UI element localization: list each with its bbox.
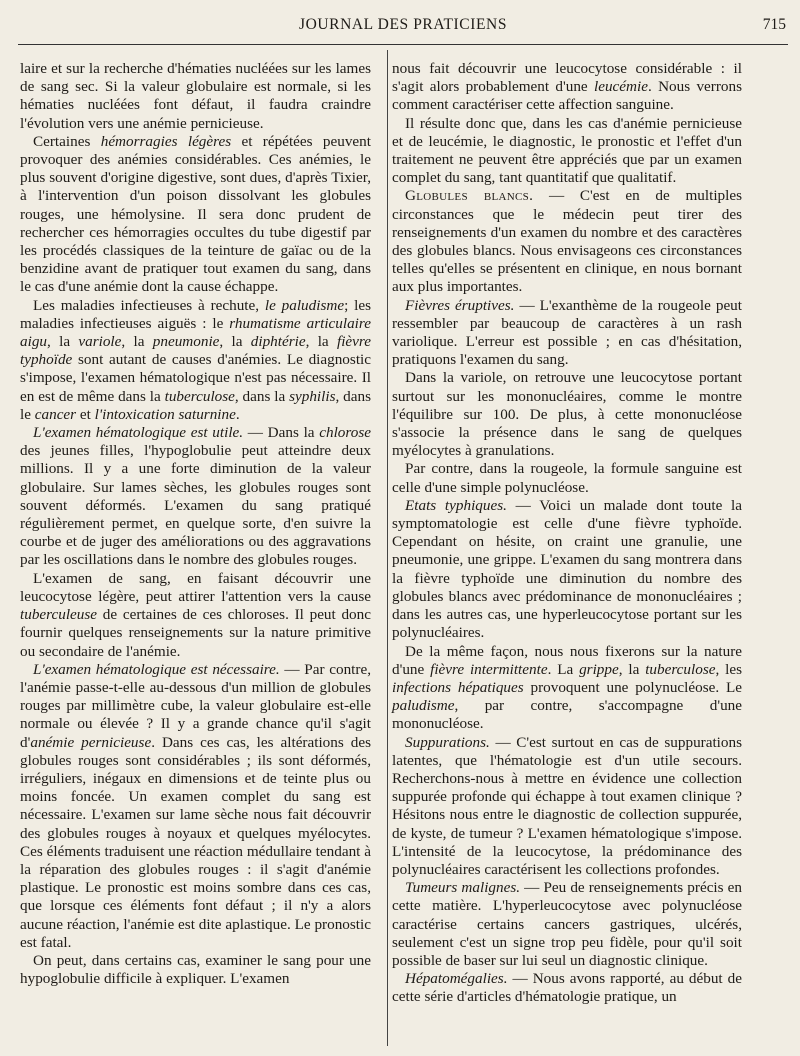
text-span: , la	[219, 333, 251, 351]
paragraph	[20, 60, 371, 133]
paragraph	[392, 734, 742, 880]
text-span: . Nous verrons comment caractériser cette affection sanguine.	[392, 78, 742, 114]
text-span: , dans le	[20, 387, 371, 423]
text-span: .	[235, 405, 240, 423]
paragraph	[392, 369, 742, 460]
text-span: — Peu de renseignements précis en cette matière. L'hyperleucocytose avec polynucléose caractérise certains cancers gastriques, ulcérés, seulement c'est un signe trop peu fidèle, pour qu'il soit possible de baser sur lui seul un diagnostic clinique.	[392, 879, 742, 969]
italic-term: rhumatisme articulaire aigu	[20, 314, 371, 351]
italic-term: anémie pernicieuse	[30, 733, 152, 751]
section-heading: Etats typhiques.	[405, 496, 507, 514]
italic-term: leucémie	[593, 78, 648, 96]
text-span: Les maladies infectieuses à rechute,	[33, 296, 265, 314]
text-span: , la	[618, 660, 646, 678]
text-span: . Dans ces cas, les altérations des globules rouges sont considérables ; ils sont déformés, irréguliers, inégaux en dimensions et de teinte plus ou moins foncée. Un examen complet du sang est nécessaire. L'examen sur lame sèche nous fait découvrir des globules rouges à noyaux et quelques myélocytes. Ces éléments traduisent une réaction médullaire tendant à la réparation des globules rouges : il s'agit d'anémie plastique. Le pronostic est moins sombre dans ces cas, que lorsque ces éléments font défaut ; il n'y a alors aucune réaction, l'anémie est dite aplastique. Le pronostic est fatal.	[20, 733, 371, 951]
italic-term: paludisme	[392, 697, 455, 715]
text-span: , les	[715, 660, 742, 678]
italic-term: pneumonie	[152, 333, 220, 351]
paragraph	[392, 970, 742, 1006]
section-heading: L'examen hématologique est nécessaire.	[33, 660, 280, 678]
text-span: , par contre, s'accompagne d'une mononucléose.	[392, 697, 742, 733]
text-span: Par contre, dans la rougeole, la formule sanguine est celle d'une simple polynucléose.	[392, 460, 742, 496]
text-span: — Nous avons rapporté, au début de cette série d'articles d'hématologie pratique, un	[392, 970, 742, 1006]
text-span: provoquent une polynucléose. Le	[523, 678, 742, 696]
paragraph	[392, 297, 742, 370]
text-span: — C'est surtout en cas de suppurations latentes, que l'hématologie est d'un utile secours. Recherchons-nous à mettre en évidence une collection suppurée profonde qui échappe à tout examen clinique ? Hésitons nous entre le diagnostic de collection suppurée, de kyste, de tumeur ? L'examen hématologique s'impose. L'intensité de la leucocytose, la prédominance des polynucléaires caractérisent les collections profondes.	[392, 733, 742, 878]
text-span: — L'exanthème de la rougeole peut ressembler par beaucoup de caractères à un rash variolique. L'erreur est possible ; en cas d'hésitation, pratiquons l'examen du sang.	[392, 296, 742, 369]
text-span: — C'est en de multiples circonstances que le médecin peut tirer des renseignements d'un examen du nombre et des caractères des globules blancs. Nous envisageons ces circonstances telles qu'elles se présentent en clinique, en nous bornant aux plus importantes.	[392, 187, 742, 296]
italic-term: fièvre typhoïde	[20, 333, 371, 369]
paragraph	[20, 570, 371, 661]
text-span: — Dans la	[243, 424, 320, 442]
italic-term: diphtérie	[250, 333, 306, 351]
left-column	[20, 60, 371, 988]
paragraph	[20, 297, 371, 424]
italic-term: hémorragies légères	[100, 132, 232, 150]
paragraph	[20, 424, 371, 570]
italic-term: tuberculose	[645, 660, 716, 678]
paragraph	[392, 879, 742, 970]
text-span: nous fait découvrir une leucocytose considérable : il s'agit alors probablement d'une	[392, 60, 742, 96]
paragraph	[392, 187, 742, 296]
text-span: L'examen de sang, en faisant découvrir une leucocytose légère, peut attirer l'attention vers la cause	[20, 569, 371, 605]
paragraph	[20, 952, 371, 988]
right-column	[392, 60, 742, 1007]
paragraph	[20, 133, 371, 297]
text-span: de certaines de ces chloroses. Il peut donc fournir quelques renseignements sur la nature primitive ou secondaire de l'anémie.	[20, 606, 371, 660]
text-span: ; les maladies infectieuses aiguës : le	[20, 296, 371, 332]
section-heading: Globules blancs.	[405, 187, 534, 205]
italic-term: syphilis	[289, 387, 336, 405]
section-heading: Suppurations.	[405, 733, 490, 751]
section-heading: Hépatomégalies.	[405, 970, 508, 988]
text-span: et répétées peuvent provoquer des anémies considérables. Ces anémies, le plus souvent d'origine digestive, sont dues, d'après Tixier, à l'intervention d'un poison dissolvant les globules rouges, une hémolysine. Il sera donc prudent de rechercher ces hémorragies occultes du tube digestif par les procédés classiques de la teinture de gaïac ou de la benzidine avant de pratiquer tout examen du sang, dans le cas d'une anémie dont la cause échappe.	[20, 132, 371, 296]
text-span: — Voici un malade dont toute la symptomatologie est celle d'une fièvre typhoïde. Cependant on hésite, on craint une granulie, une pneumonie, une grippe. L'examen du sang montrera dans la fièvre typhoïde une diminution du nombre des globules blancs avec prédominance de mononucléaires ; dans les autres cas, une hyperleucocytose portant sur les polynucléaires.	[392, 496, 742, 642]
text-span: — Par contre, l'anémie passe-t-elle au-dessous d'un million de globules rouges par millimètre cube, la valeur globulaire est-elle normale ou élevée ? Il y a grande chance qu'il s'agit d'	[20, 660, 371, 751]
text-span: , la	[47, 333, 79, 351]
italic-term: grippe	[579, 660, 619, 678]
section-heading: Fièvres éruptives.	[405, 296, 515, 314]
page-header	[18, 14, 788, 44]
section-heading: L'examen hématologique est utile.	[33, 424, 244, 442]
italic-term: cancer	[34, 405, 77, 423]
text-span: et	[76, 405, 95, 423]
italic-term: l'intoxication saturnine	[94, 405, 236, 423]
text-span: On peut, dans certains cas, examiner le sang pour une hypoglobulie difficile à expliquer. L'examen	[20, 951, 371, 988]
journal-title: JOURNAL DES PRATICIENS	[298, 16, 508, 33]
header-rule	[18, 44, 788, 45]
text-span: sont autant de causes d'anémies. Le diagnostic s'impose, l'examen hématologique n'est pas nécessaire. Il en est de même dans la	[20, 351, 371, 405]
text-span: , la	[305, 333, 337, 351]
text-span: Dans la variole, on retrouve une leucocytose portant surtout sur les mononucléaires, comme le montre l'équilibre sur 100. De plus, à cette mononucléose s'associe la présence dans le sang de quelques myélocytes à granulations.	[392, 369, 742, 460]
italic-term: fièvre intermittente	[430, 660, 548, 678]
paragraph	[392, 643, 742, 734]
paragraph	[20, 661, 371, 952]
text-span: Il résulte donc que, dans les cas d'anémie pernicieuse et de leucémie, le diagnostic, le pronostic et l'effet d'un traitement ne peuvent être appréciés que par un examen complet du sang, tant quantitatif que qualitatif.	[392, 114, 742, 187]
text-span: , la	[121, 333, 153, 351]
italic-term: chlorose	[319, 424, 371, 442]
italic-term: tuberculeuse	[20, 606, 98, 624]
text-span: . La	[547, 660, 580, 678]
text-span: des jeunes filles, l'hypoglobulie peut atteindre deux millions. Il y a une forte diminution de la valeur globulaire. Sur lames sèches, les globules rouges sont souvent déformés. L'examen du sang pratiqué régulièrement permet, en quelque sorte, d'en suivre la courbe et de juger des améliorations ou des aggravations par les oscillations dans le nombre des globules rouges.	[20, 442, 371, 569]
paragraph	[392, 460, 742, 496]
text-span: , dans la	[234, 387, 290, 405]
paragraph	[392, 115, 742, 188]
italic-term: le paludisme	[264, 296, 345, 314]
paragraph	[392, 60, 742, 115]
italic-term: infections hépatiques	[392, 678, 524, 696]
section-heading: Tumeurs malignes.	[405, 879, 521, 897]
text-span: De la même façon, nous nous fixerons sur la nature d'une	[392, 642, 742, 678]
paragraph	[392, 497, 742, 643]
column-divider	[387, 50, 388, 1046]
italic-term: tuberculose	[164, 387, 235, 405]
text-span: Certaines	[33, 132, 101, 150]
text-span: laire et sur la recherche d'hématies nucléées sur les lames de sang sec. Si la valeur globulaire est normale, si les hématies nucléées font défaut, il faudra craindre l'évolution vers une anémie pernicieuse.	[20, 60, 371, 132]
page-number: 715	[762, 16, 786, 33]
italic-term: variole	[78, 333, 122, 351]
